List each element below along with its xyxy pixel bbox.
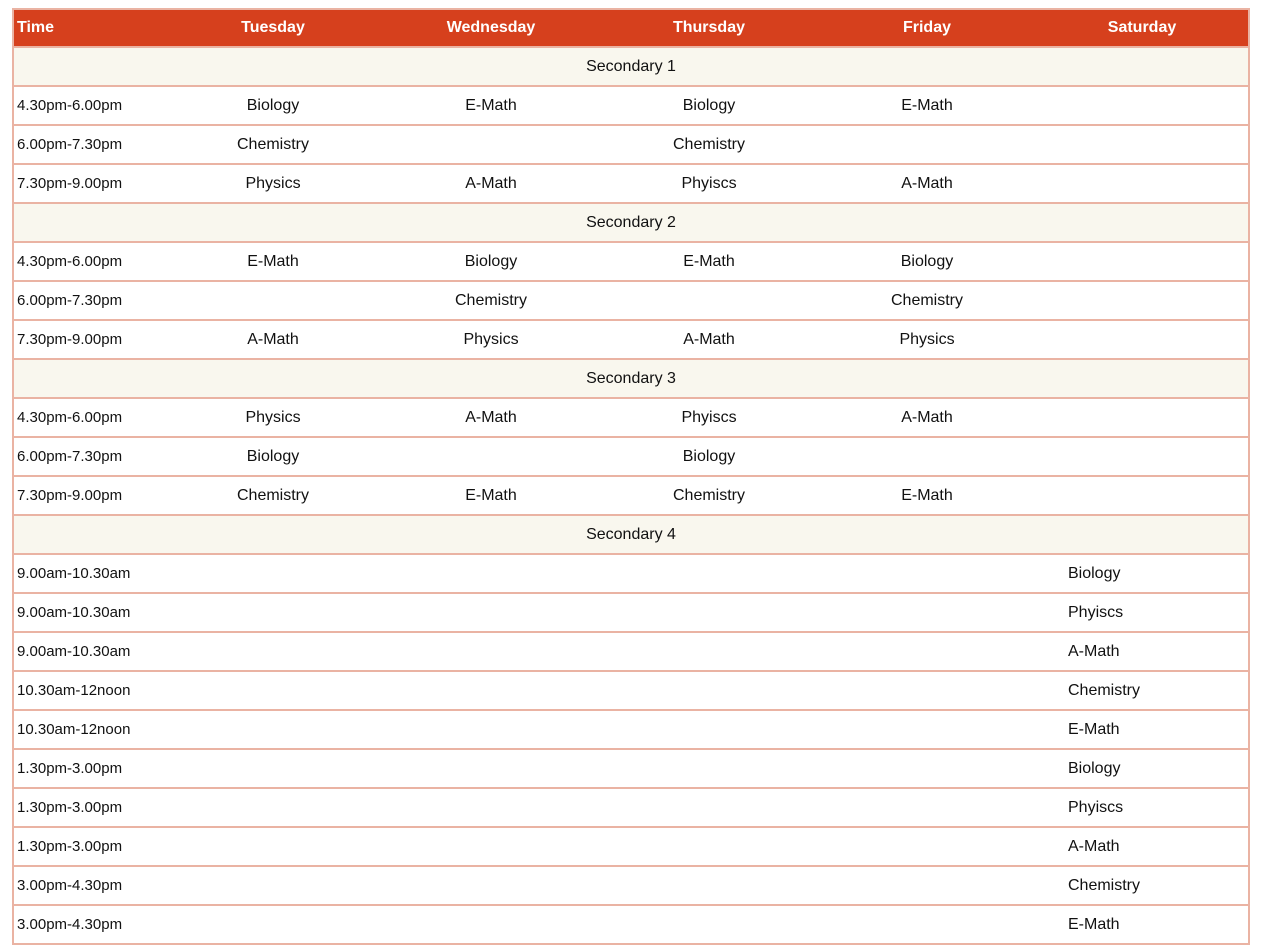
subject-cell-wednesday: A-Math <box>382 165 600 204</box>
time-cell: 4.30pm-6.00pm <box>14 243 164 282</box>
subject-cell-wednesday: A-Math <box>382 399 600 438</box>
timetable-body <box>14 48 1248 943</box>
section-title: Secondary 2 <box>14 204 1248 243</box>
subject-cell-friday <box>818 633 1036 672</box>
subject-cell-friday: Physics <box>818 321 1036 360</box>
subject-cell-wednesday: Chemistry <box>382 282 600 321</box>
subject-cell-saturday <box>1036 165 1248 204</box>
subject-cell-thursday: E-Math <box>600 243 818 282</box>
subject-cell-friday <box>818 867 1036 906</box>
subject-cell-saturday <box>1036 399 1248 438</box>
subject-cell-thursday <box>600 867 818 906</box>
table-row <box>14 321 1248 360</box>
subject-cell-friday <box>818 126 1036 165</box>
subject-cell-thursday: A-Math <box>600 321 818 360</box>
table-row <box>14 477 1248 516</box>
time-cell: 9.00am-10.30am <box>14 594 164 633</box>
subject-cell-friday: E-Math <box>818 87 1036 126</box>
subject-cell-saturday <box>1036 87 1248 126</box>
table-row <box>14 243 1248 282</box>
table-row <box>14 399 1248 438</box>
header-time: Time <box>14 10 164 48</box>
time-cell: 7.30pm-9.00pm <box>14 477 164 516</box>
subject-cell-friday <box>818 828 1036 867</box>
subject-cell-tuesday: Chemistry <box>164 126 382 165</box>
subject-cell-thursday <box>600 789 818 828</box>
subject-cell-friday <box>818 438 1036 477</box>
subject-cell-tuesday <box>164 906 382 943</box>
subject-cell-thursday: Biology <box>600 87 818 126</box>
subject-cell-thursday <box>600 555 818 594</box>
time-cell: 6.00pm-7.30pm <box>14 282 164 321</box>
subject-cell-tuesday: Physics <box>164 165 382 204</box>
subject-cell-saturday <box>1036 243 1248 282</box>
subject-cell-tuesday <box>164 555 382 594</box>
subject-cell-thursday: Phyiscs <box>600 399 818 438</box>
subject-cell-tuesday: E-Math <box>164 243 382 282</box>
subject-cell-saturday <box>1036 126 1248 165</box>
section-header-row <box>14 516 1248 555</box>
table-row <box>14 672 1248 711</box>
subject-cell-wednesday <box>382 126 600 165</box>
time-cell: 10.30am-12noon <box>14 672 164 711</box>
header-wednesday: Wednesday <box>382 10 600 48</box>
subject-cell-wednesday <box>382 711 600 750</box>
subject-cell-tuesday <box>164 750 382 789</box>
time-cell: 1.30pm-3.00pm <box>14 750 164 789</box>
subject-cell-friday <box>818 594 1036 633</box>
table-row <box>14 750 1248 789</box>
time-cell: 3.00pm-4.30pm <box>17 916 123 933</box>
subject-cell-tuesday <box>164 633 382 672</box>
subject-cell-friday <box>818 555 1036 594</box>
table-row <box>14 594 1248 633</box>
subject-cell-tuesday <box>164 282 382 321</box>
subject-cell-friday: Chemistry <box>818 282 1036 321</box>
subject-cell-tuesday <box>164 789 382 828</box>
subject-cell-friday <box>818 672 1036 711</box>
subject-cell-tuesday <box>164 594 382 633</box>
table-row <box>14 438 1248 477</box>
subject-cell-saturday: Biology <box>1036 750 1248 789</box>
time-cell: 4.30pm-6.00pm <box>14 399 164 438</box>
subject-cell-thursday <box>600 594 818 633</box>
section-header-row <box>14 204 1248 243</box>
time-cell: 1.30pm-3.00pm <box>14 828 164 867</box>
subject-cell-wednesday <box>382 906 600 943</box>
header-friday: Friday <box>818 10 1036 48</box>
time-cell: 6.00pm-7.30pm <box>14 438 164 477</box>
subject-cell-saturday: A-Math <box>1036 828 1248 867</box>
table-row <box>14 165 1248 204</box>
subject-cell-tuesday <box>164 828 382 867</box>
subject-cell-saturday: Phyiscs <box>1036 594 1248 633</box>
subject-cell-friday: A-Math <box>818 165 1036 204</box>
table-row <box>14 126 1248 165</box>
subject-cell-tuesday <box>164 672 382 711</box>
subject-cell-wednesday: E-Math <box>382 87 600 126</box>
subject-cell-thursday: Biology <box>600 438 818 477</box>
subject-cell-wednesday <box>382 594 600 633</box>
time-cell: 4.30pm-6.00pm <box>14 87 164 126</box>
table-row <box>14 789 1248 828</box>
timetable <box>12 8 1250 945</box>
subject-cell-wednesday <box>382 867 600 906</box>
subject-cell-friday: Biology <box>818 243 1036 282</box>
time-cell: 7.30pm-9.00pm <box>14 165 164 204</box>
subject-cell-saturday: Phyiscs <box>1036 789 1248 828</box>
header-tuesday: Tuesday <box>164 10 382 48</box>
table-row <box>14 867 1248 906</box>
section-title: Secondary 4 <box>14 516 1248 555</box>
subject-cell-tuesday: Chemistry <box>164 477 382 516</box>
subject-cell-friday: E-Math <box>818 477 1036 516</box>
subject-cell-saturday <box>1036 477 1248 516</box>
subject-cell-tuesday <box>164 711 382 750</box>
subject-cell-saturday: Chemistry <box>1036 867 1248 906</box>
subject-cell-friday <box>818 906 1036 943</box>
table-row <box>14 828 1248 867</box>
timetable-header <box>14 10 1248 48</box>
subject-cell-thursday <box>600 711 818 750</box>
subject-cell-wednesday: Biology <box>382 243 600 282</box>
subject-cell-tuesday: Physics <box>164 399 382 438</box>
subject-cell-friday <box>818 789 1036 828</box>
subject-cell-thursday <box>600 672 818 711</box>
subject-cell-wednesday <box>382 672 600 711</box>
section-title: Secondary 1 <box>14 48 1248 87</box>
subject-cell-saturday: Chemistry <box>1036 672 1248 711</box>
section-header-row <box>14 360 1248 399</box>
subject-cell-thursday: Phyiscs <box>600 165 818 204</box>
subject-cell-friday: A-Math <box>818 399 1036 438</box>
time-cell: 7.30pm-9.00pm <box>14 321 164 360</box>
subject-cell-thursday <box>600 906 818 943</box>
subject-cell-wednesday: E-Math <box>382 477 600 516</box>
subject-cell-thursday <box>600 633 818 672</box>
subject-cell-wednesday <box>382 789 600 828</box>
subject-cell-saturday <box>1036 282 1248 321</box>
subject-cell-saturday: E-Math <box>1036 711 1248 750</box>
subject-cell-thursday <box>600 750 818 789</box>
subject-cell-wednesday <box>382 750 600 789</box>
header-saturday: Saturday <box>1036 10 1248 48</box>
subject-cell-thursday: Chemistry <box>600 126 818 165</box>
subject-cell-saturday: A-Math <box>1036 633 1248 672</box>
table-row <box>14 711 1248 750</box>
table-row <box>14 87 1248 126</box>
subject-cell-saturday: E-Math <box>1068 915 1120 933</box>
table-row <box>14 633 1248 672</box>
subject-cell-friday <box>818 711 1036 750</box>
time-cell: 3.00pm-4.30pm <box>14 867 164 906</box>
time-cell: 6.00pm-7.30pm <box>14 126 164 165</box>
time-cell: 9.00am-10.30am <box>14 633 164 672</box>
subject-cell-saturday <box>1036 438 1248 477</box>
table-row <box>14 282 1248 321</box>
table-row <box>14 906 1248 943</box>
subject-cell-wednesday: Physics <box>382 321 600 360</box>
table-row <box>14 555 1248 594</box>
subject-cell-tuesday: A-Math <box>164 321 382 360</box>
time-cell: 10.30am-12noon <box>14 711 164 750</box>
subject-cell-tuesday: Biology <box>164 87 382 126</box>
header-row <box>14 10 1248 48</box>
subject-cell-saturday: Biology <box>1036 555 1248 594</box>
header-thursday: Thursday <box>600 10 818 48</box>
subject-cell-friday <box>818 750 1036 789</box>
subject-cell-saturday <box>1036 321 1248 360</box>
time-cell: 9.00am-10.30am <box>14 555 164 594</box>
subject-cell-thursday <box>600 828 818 867</box>
time-cell: 1.30pm-3.00pm <box>14 789 164 828</box>
subject-cell-wednesday <box>382 828 600 867</box>
subject-cell-tuesday <box>164 867 382 906</box>
section-title: Secondary 3 <box>14 360 1248 399</box>
subject-cell-thursday: Chemistry <box>600 477 818 516</box>
section-header-row <box>14 48 1248 87</box>
subject-cell-wednesday <box>382 438 600 477</box>
subject-cell-wednesday <box>382 555 600 594</box>
subject-cell-wednesday <box>382 633 600 672</box>
subject-cell-thursday <box>600 282 818 321</box>
subject-cell-tuesday: Biology <box>164 438 382 477</box>
